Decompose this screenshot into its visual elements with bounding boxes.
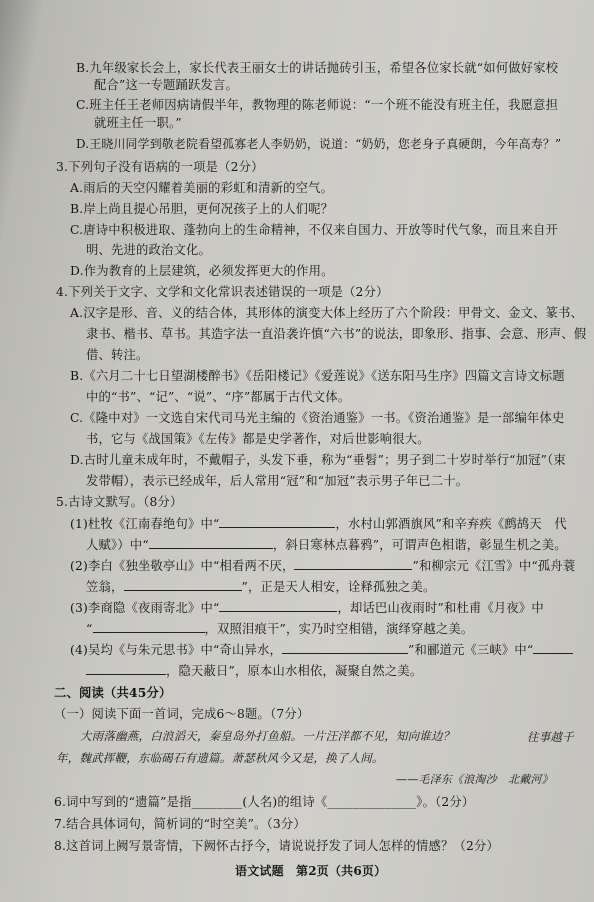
reading-one-stem: （一）阅读下面一首词，完成6～8题。（7分） [54,707,310,721]
q5-3-line2: “ ，双照泪痕干”，实乃时空相错，演绎穿越之美。 [86,622,474,636]
q5-3-line1: (3)李商隐《夜雨寄北》中“ ，却话巴山夜雨时”和杜甫《月夜》中 [70,601,544,615]
section-reading-heading: 二、阅读（共45分） [54,685,172,700]
q6: 6.词中写到的“遗篇”是指________(人名)的组诗《______________》。（2分） [54,795,475,809]
answer-blank[interactable] [282,642,408,654]
option-b-line2: 配合”这一专题踊跃发言。 [94,78,238,92]
q4-option-c-line1: C.《隆中对》一文选自宋代司马光主编的《资治通鉴》一书。《资治通鉴》是一部编年体史 [70,411,565,425]
q4-option-b-line2: 中的“书”、“记”、“说”、“序”都属于古代文体。 [86,390,351,404]
q3-option-b: B.岸上尚且提心吊胆，更何况孩子上的人们呢？ [70,202,334,216]
q4-option-c-line2: 书，它与《战国策》《左传》都是史学著作，对后世影响很大。 [86,432,430,446]
q4-option-d-line2: 发带帽），表示已经成年，后人常用“冠”和“加冠”表示男子年已二十。 [86,474,469,488]
q4-option-b-line1: B.《六月二十七日望湖楼醉书》《岳阳楼记》《爱莲说》《送东阳马生序》四篇文言诗文标题 [70,369,565,383]
option-c-line1: C.班主任王老师因病请假半年，教物理的陈老师说：“一个班不能没有班主任，我愿意担 [76,98,559,112]
poem-line1: 大雨落幽燕，白浪滔天，秦皇岛外打鱼船。一片汪洋都不见，知向谁边？ [80,729,455,743]
option-d-line1: D.王晓川同学到敬老院看望孤寡老人李奶奶，说道：“奶奶，您老身子真硬朗，今年高寿？” [76,137,562,151]
answer-blank[interactable] [86,663,166,675]
q3-option-d: D.作为教育的上层建筑，必须发挥更大的作用。 [70,264,334,278]
poem-line1-end: 往事越千 [527,730,574,744]
q3-option-a: A.雨后的天空闪耀着美丽的彩虹和清新的空气。 [70,181,334,195]
q3-option-c-line1: C.唐诗中积极进取、蓬勃向上的生命精神，不仅来自国力、开放等时代气象，而且来自开 [70,223,559,237]
page-footer: 语文试题 第2页（共6页） [235,864,387,878]
q3-stem: 3.下列句子没有语病的一项是（2分） [56,160,264,174]
q5-stem: 5.古诗文默写。（8分） [56,495,183,509]
q5-2-line1: (2)李白《独坐敬亭山》中“相看两不厌， ”和柳宗元《江雪》中“孤舟蓑 [70,559,576,573]
poem-line2: 年，魏武挥鞭，东临碣石有遗篇。萧瑟秋风今又是，换了人间。 [56,751,384,765]
q5-4-line2: ，隐天蔽日”，原本山水相依，凝聚自然之美。 [86,663,422,679]
option-c-line2: 就班主任一职。” [94,116,182,130]
answer-blank[interactable] [149,537,273,549]
option-b-line1: B.九年级家长会上，家长代表王丽女士的讲话抛砖引玉，希望各位家长就“如何做好家校 [76,61,559,75]
q3-option-c-line2: 明、先进的政治文化。 [86,243,211,257]
q4-stem: 4.下列关于文字、文学和文化常识表述错误的一项是（2分） [56,285,389,299]
poem-source: ——毛泽东《浪淘沙 北戴河》 [396,773,553,786]
exam-page [30,40,587,898]
answer-blank[interactable] [533,642,573,654]
q5-2-line2: 笠翁， ”，正是天人相安，诠释孤独之美。 [86,580,436,594]
q4-option-a-line3: 借、转注。 [86,348,149,362]
q8: 8.这首词上阙写景寄情，下阙怀古抒今，请说说抒发了词人怎样的情感？（2分） [54,839,500,853]
q4-option-d-line1: D.古时儿童未成年时，不戴帽子，头发下垂，称为“垂髫”；男子到二十岁时举行“加冠”（束 [70,453,566,467]
q5-1-line1: (1)杜牧《江南春绝句》中“ ，水村山郭酒旗风”和辛弃疾《鹧鸪天 代 [70,517,567,531]
q5-4-line1: (4)吴均《与朱元思书》中“奇山异水， ”和郦道元《三峡》中“ [70,642,573,658]
answer-blank[interactable] [93,621,205,633]
answer-blank[interactable] [294,558,412,570]
answer-blank[interactable] [219,600,337,612]
answer-blank[interactable] [219,516,335,528]
q5-1-line2: 人赋》）中“ ，斜日寒林点暮鸦”，可谓声色相谐，彰显生机之美。 [86,538,567,552]
q4-option-a-line2: 隶书、楷书、草书。其造字法一直沿袭许慎“六书”的说法，即象形、指事、会意、形声、假 [86,327,587,341]
q4-option-a-line1: A.汉字是形、音、义的结合体，其形体的演变大体上经历了六个阶段：甲骨文、金文、篆书、 [70,306,584,320]
answer-blank[interactable] [124,579,242,591]
q7: 7.结合具体词句，简析词的“时空美”。（3分） [54,817,306,831]
